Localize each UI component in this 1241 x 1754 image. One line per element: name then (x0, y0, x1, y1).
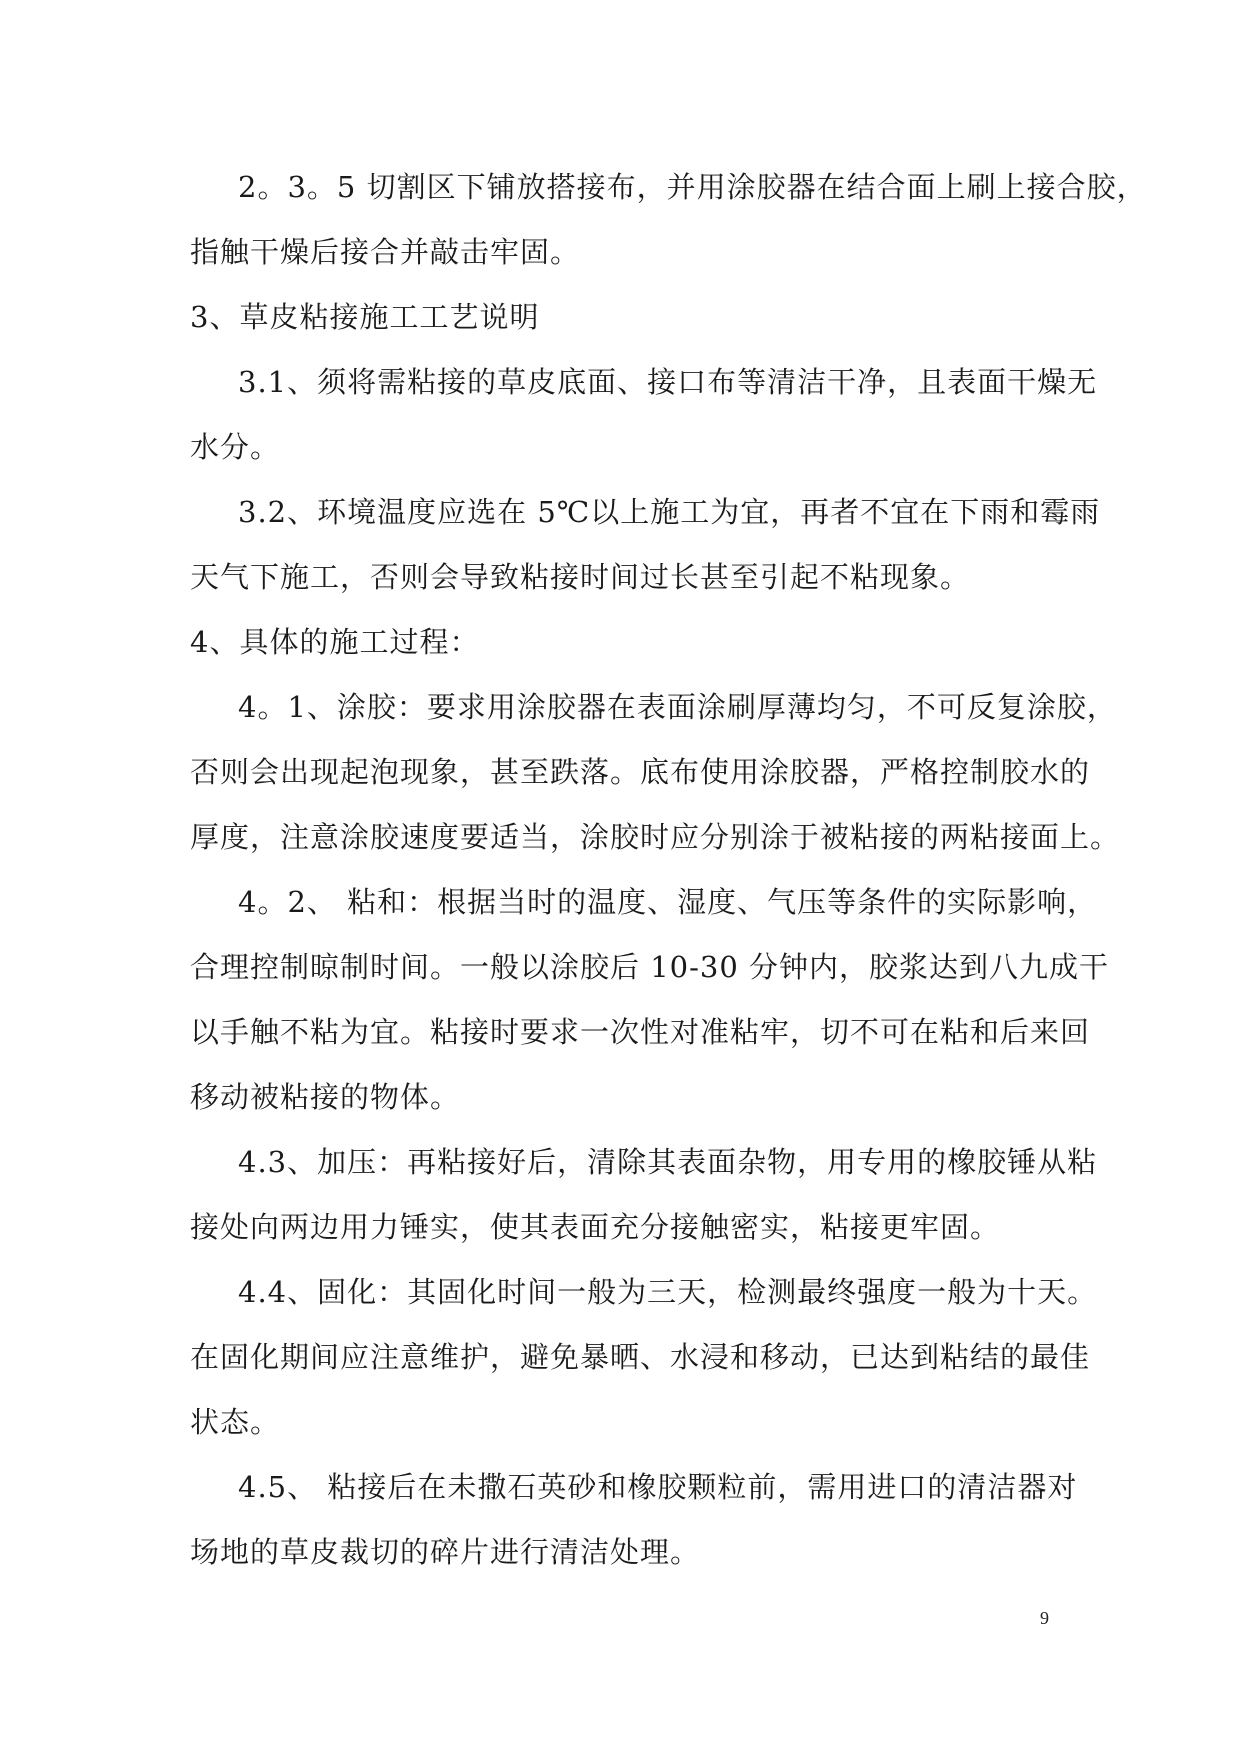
text-line: 合理控制晾制时间。一般以涂胶后 10-30 分钟内，胶浆达到八九成干 (190, 950, 1110, 984)
text-line: 4.3、加压：再粘接好后，清除其表面杂物，用专用的橡胶锤从粘 (238, 1145, 1098, 1179)
text-line: 天气下施工，否则会导致粘接时间过长甚至引起不粘现象。 (190, 560, 971, 594)
text-line: 接处向两边用力锤实，使其表面充分接触密实，粘接更牢固。 (190, 1210, 1001, 1244)
text-line: 2。3。5 切割区下铺放搭接布，并用涂胶器在结合面上刷上接合胶， (238, 170, 1147, 204)
document-body (190, 155, 1147, 1585)
text-line: 3、草皮粘接施工工艺说明 (190, 300, 540, 334)
paragraph (190, 1130, 1098, 1260)
text-line: 移动被粘接的物体。 (190, 1080, 461, 1114)
text-line: 4。2、 粘和：根据当时的温度、湿度、气压等条件的实际影响， (238, 885, 1098, 919)
text-line: 以手触不粘为宜。粘接时要求一次性对准粘牢，切不可在粘和后来回 (190, 1015, 1091, 1049)
text-line: 厚度，注意涂胶速度要适当，涂胶时应分别涂于被粘接的两粘接面上。 (190, 820, 1121, 854)
text-line: 3.1、须将需粘接的草皮底面、接口布等清洁干净，且表面干燥无 (238, 365, 1098, 399)
text-line: 4。1、涂胶：要求用涂胶器在表面涂刷厚薄均匀，不可反复涂胶， (238, 690, 1117, 724)
paragraph (190, 675, 1121, 870)
text-line: 指触干燥后接合并敲击牢固。 (190, 235, 581, 269)
page-number: 9 (1040, 1608, 1049, 1628)
paragraph (190, 1455, 1078, 1585)
text-line: 4、具体的施工过程： (190, 625, 480, 659)
paragraph (190, 350, 1098, 480)
text-line: 3.2、环境温度应选在 5℃以上施工为宜，再者不宜在下雨和霉雨 (238, 495, 1101, 529)
paragraph (190, 1260, 1098, 1455)
paragraph (190, 610, 1060, 675)
paragraph (190, 480, 1101, 610)
text-line: 在固化期间应注意维护，避免暴晒、水浸和移动，已达到粘结的最佳 (190, 1340, 1091, 1374)
paragraph (190, 870, 1110, 1130)
paragraph (190, 285, 1060, 350)
text-line: 4.5、 粘接后在未撒石英砂和橡胶颗粒前，需用进口的清洁器对 (238, 1470, 1078, 1504)
text-line: 4.4、固化：其固化时间一般为三天，检测最终强度一般为十天。 (238, 1275, 1098, 1309)
text-line: 否则会出现起泡现象，甚至跌落。底布使用涂胶器，严格控制胶水的 (190, 755, 1091, 789)
text-line: 水分。 (190, 430, 281, 464)
paragraph (190, 155, 1147, 285)
text-line: 状态。 (190, 1405, 281, 1439)
text-line: 场地的草皮裁切的碎片进行清洁处理。 (190, 1535, 701, 1569)
